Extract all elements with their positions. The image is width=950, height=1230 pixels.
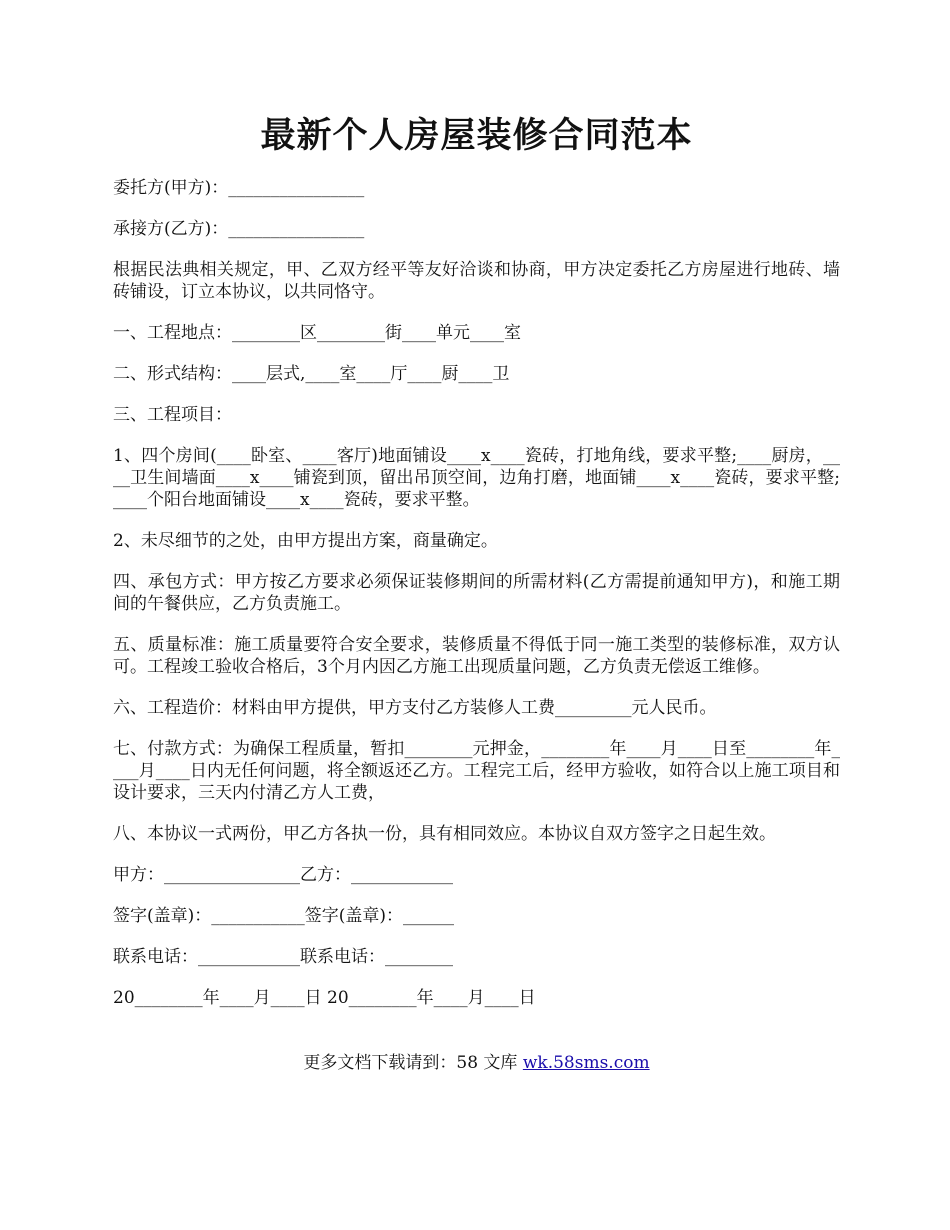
party-b-line: 承接方(乙方)：________________	[113, 219, 365, 239]
clause-project-cost: 六、工程造价：材料由甲方提供，甲方支付乙方装修人工费_________元人民币。	[113, 698, 717, 718]
signature-parties-line: 甲方：________________乙方：____________	[113, 865, 453, 885]
item-2-paragraph: 2、未尽细节的之处，由甲方提出方案，商量确定。	[113, 531, 498, 551]
document-body	[113, 177, 840, 1028]
item-1-paragraph: 1、四个房间(____卧室、____客厅)地面铺设____x____瓷砖，打地角线，要求平整;____厨房，____卫生间墙面____x____铺瓷到顶，留出吊顶空间，边角打磨，地面铺____x____瓷砖，要求平整;____个阳台地面铺设____x____瓷砖，要求平整。	[113, 446, 840, 510]
signature-seal-line: 签字(盖章)：___________签字(盖章)：______	[113, 906, 455, 926]
date-line: 20________年____月____日 20________年____月____日	[113, 988, 536, 1008]
clause-quality-standard: 五、质量标准：施工质量要符合安全要求，装修质量不得低于同一施工类型的装修标准，双方认可。工程竣工验收合格后，3个月内因乙方施工出现质量问题，乙方负责无偿返工维修。	[113, 635, 840, 677]
clause-project-location: 一、工程地点：________区________街____单元____室	[113, 323, 521, 343]
clause-contract-method: 四、承包方式：甲方按乙方要求必须保证装修期间的所需材料(乙方需提前通知甲方)，和施工期间的午餐供应，乙方负责施工。	[113, 572, 840, 614]
preamble-paragraph: 根据民法典相关规定，甲、乙双方经平等友好洽谈和协商，甲方决定委托乙方房屋进行地砖、墙砖铺设，订立本协议，以共同恪守。	[113, 260, 840, 302]
footer-text: 更多文档下载请到：58 文库	[303, 1053, 523, 1073]
contact-phone-line: 联系电话：____________联系电话：________	[113, 947, 453, 967]
clause-payment: 七、付款方式：为确保工程质量，暂扣________元押金，________年____月____日至________年____月____日内无任何问题，将全额返还乙方。工程完工后，经甲方验收，如符合以上施工项目和设计要求，三天内付清乙方人工费，	[113, 739, 840, 803]
clause-project-items: 三、工程项目：	[113, 405, 232, 425]
footer-link[interactable]: wk.58sms.com	[522, 1053, 650, 1073]
footer	[113, 1052, 840, 1074]
document-title: 最新个人房屋装修合同范本	[260, 115, 693, 156]
party-a-line: 委托方(甲方)：________________	[113, 178, 365, 198]
clause-structure: 二、形式结构：____层式,____室____厅____厨____卫	[113, 364, 510, 384]
clause-copies: 八、本协议一式两份，甲乙方各执一份，具有相同效应。本协议自双方签字之日起生效。	[113, 824, 776, 844]
